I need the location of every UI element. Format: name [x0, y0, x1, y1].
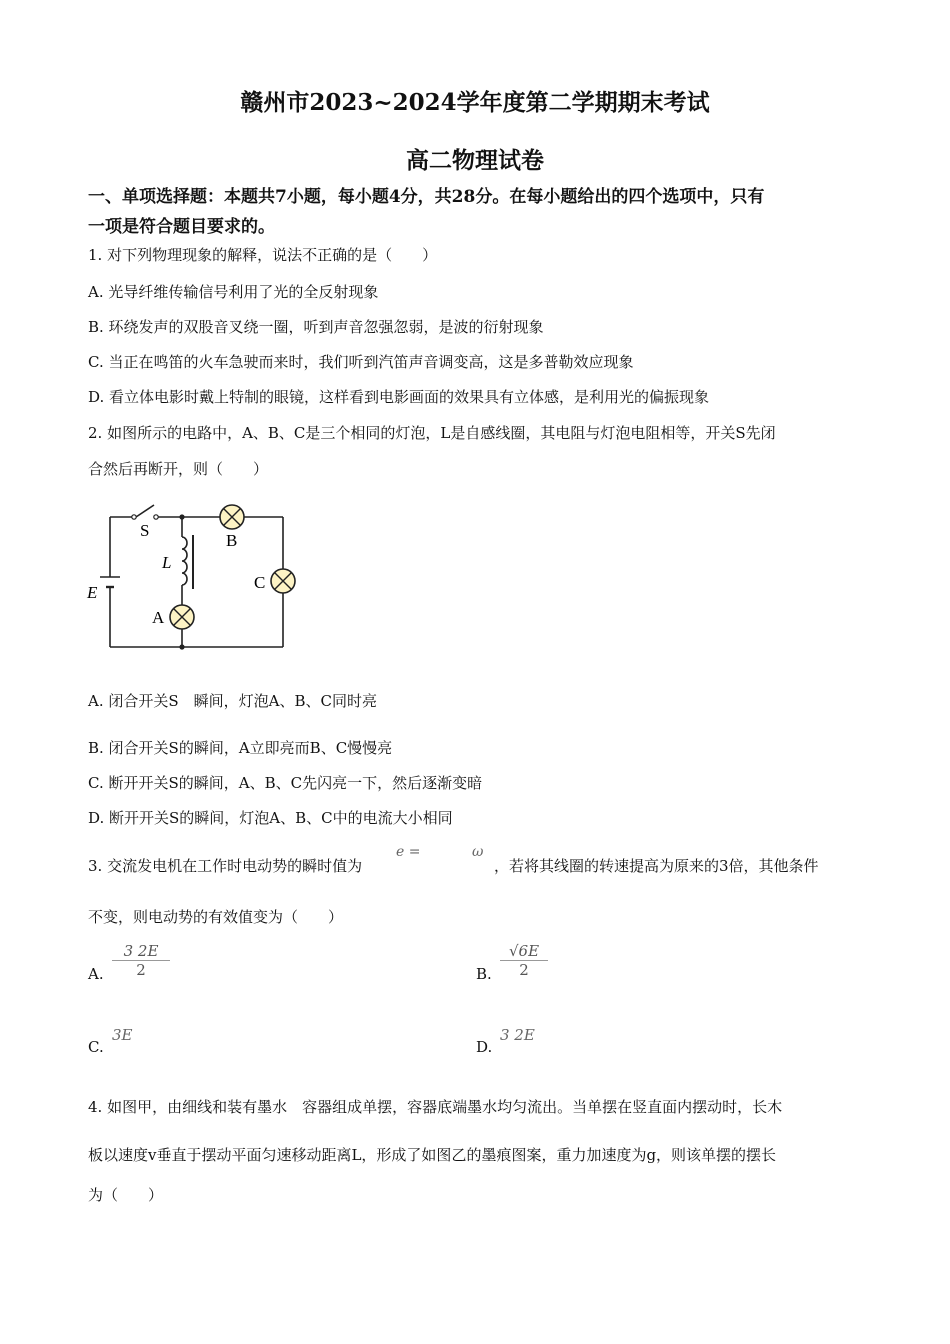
- lamp-a-icon: [170, 605, 194, 629]
- q3-option-b-numerator: √6E: [508, 942, 540, 960]
- q3-option-d-label: D.: [476, 1038, 493, 1056]
- switch-contact-left: [132, 515, 136, 519]
- q3-option-b-label: B.: [476, 965, 492, 983]
- q2-option-c: C. 断开开关S的瞬间，A、B、C先闪亮一下，然后逐渐变暗: [88, 774, 483, 792]
- q4-stem-line3: 为（ ）: [88, 1186, 164, 1204]
- section-heading-line1: 一、单项选择题：本题共7小题，每小题4分，共28分。在每小题给出的四个选项中，只有: [88, 187, 765, 207]
- q3-option-a-label: A.: [88, 965, 104, 983]
- lamp-b-label: B: [226, 531, 238, 550]
- switch-contact-right: [154, 515, 158, 519]
- section-heading-line2: 一项是符合题目要求的。: [88, 217, 275, 237]
- q2-stem-line2: 合然后再断开，则（ ）: [88, 460, 269, 478]
- lamp-a-label: A: [152, 608, 165, 627]
- q2-option-a: A. 闭合开关S 瞬间，灯泡A、B、C同时亮: [88, 692, 377, 710]
- q3-option-c-label: C.: [88, 1038, 104, 1056]
- q4-stem-line1: 4. 如图甲，由细线和装有墨水 容器组成单摆，容器底端墨水均匀流出。当单摆在竖直面内摆动时，长木: [88, 1098, 783, 1116]
- exam-subtitle: 高二物理试卷: [406, 147, 544, 174]
- q2-stem-line1: 2. 如图所示的电路中，A、B、C是三个相同的灯泡，L是自感线圈，其电阻与灯泡电阻相等，开关S先闭: [88, 424, 776, 442]
- q3-stem-line2: 不变，则电动势的有效值变为（ ）: [88, 908, 344, 926]
- inductor-label: L: [162, 553, 172, 572]
- q3-formula-omega: ω: [472, 844, 484, 860]
- q3-stem-suffix: ，若将其线圈的转速提高为原来的3倍，其他条件: [494, 857, 819, 875]
- q1-option-b: B. 环绕发声的双股音叉绕一圈，听到声音忽强忽弱，是波的衍射现象: [88, 318, 544, 336]
- q3-option-a-fraction: [112, 942, 170, 979]
- circuit-diagram: [80, 495, 320, 660]
- q2-option-d: D. 断开开关S的瞬间，灯泡A、B、C中的电流大小相同: [88, 809, 453, 827]
- q1-option-a: A. 光导纤维传输信号利用了光的全反射现象: [88, 283, 379, 301]
- q1-option-c: C. 当正在鸣笛的火车急驶而来时，我们听到汽笛声音调变高，这是多普勒效应现象: [88, 353, 634, 371]
- q3-option-c-expr: 3E: [112, 1026, 133, 1044]
- battery-label: E: [87, 583, 98, 602]
- q1-option-d: D. 看立体电影时戴上特制的眼镜，这样看到电影画面的效果具有立体感，是利用光的偏振现象: [88, 388, 710, 406]
- section-heading: [88, 182, 868, 242]
- q3-option-b-fraction: [500, 942, 548, 979]
- exam-title: 赣州市2023~2024学年度第二学期期末考试: [240, 89, 710, 116]
- q3-option-d-expr: 3 2E: [500, 1026, 535, 1044]
- inductor-coil: [182, 537, 187, 585]
- q3-stem-prefix: 3. 交流发电机在工作时电动势的瞬时值为: [88, 857, 363, 875]
- lamp-c-label: C: [254, 573, 266, 592]
- q2-option-b: B. 闭合开关S的瞬间，A立即亮而B、C慢慢亮: [88, 739, 393, 757]
- switch-blade: [136, 505, 154, 517]
- q3-option-a-numerator: 3 2E: [123, 942, 159, 960]
- q3-option-b-denominator: 2: [519, 961, 529, 979]
- switch-label: S: [140, 521, 150, 540]
- junction-bottom: [179, 644, 184, 649]
- q4-stem-line2: 板以速度v垂直于摆动平面匀速移动距离L，形成了如图乙的墨痕图案，重力加速度为g，则该单摆的摆长: [88, 1146, 777, 1164]
- q1-stem: 1. 对下列物理现象的解释，说法不正确的是（ ）: [88, 246, 438, 264]
- q3-formula-e: e =: [396, 844, 421, 860]
- lamp-c-icon: [271, 569, 295, 593]
- junction-top: [179, 514, 184, 519]
- q3-option-a-denominator: 2: [136, 961, 146, 979]
- lamp-b-icon: [220, 505, 244, 529]
